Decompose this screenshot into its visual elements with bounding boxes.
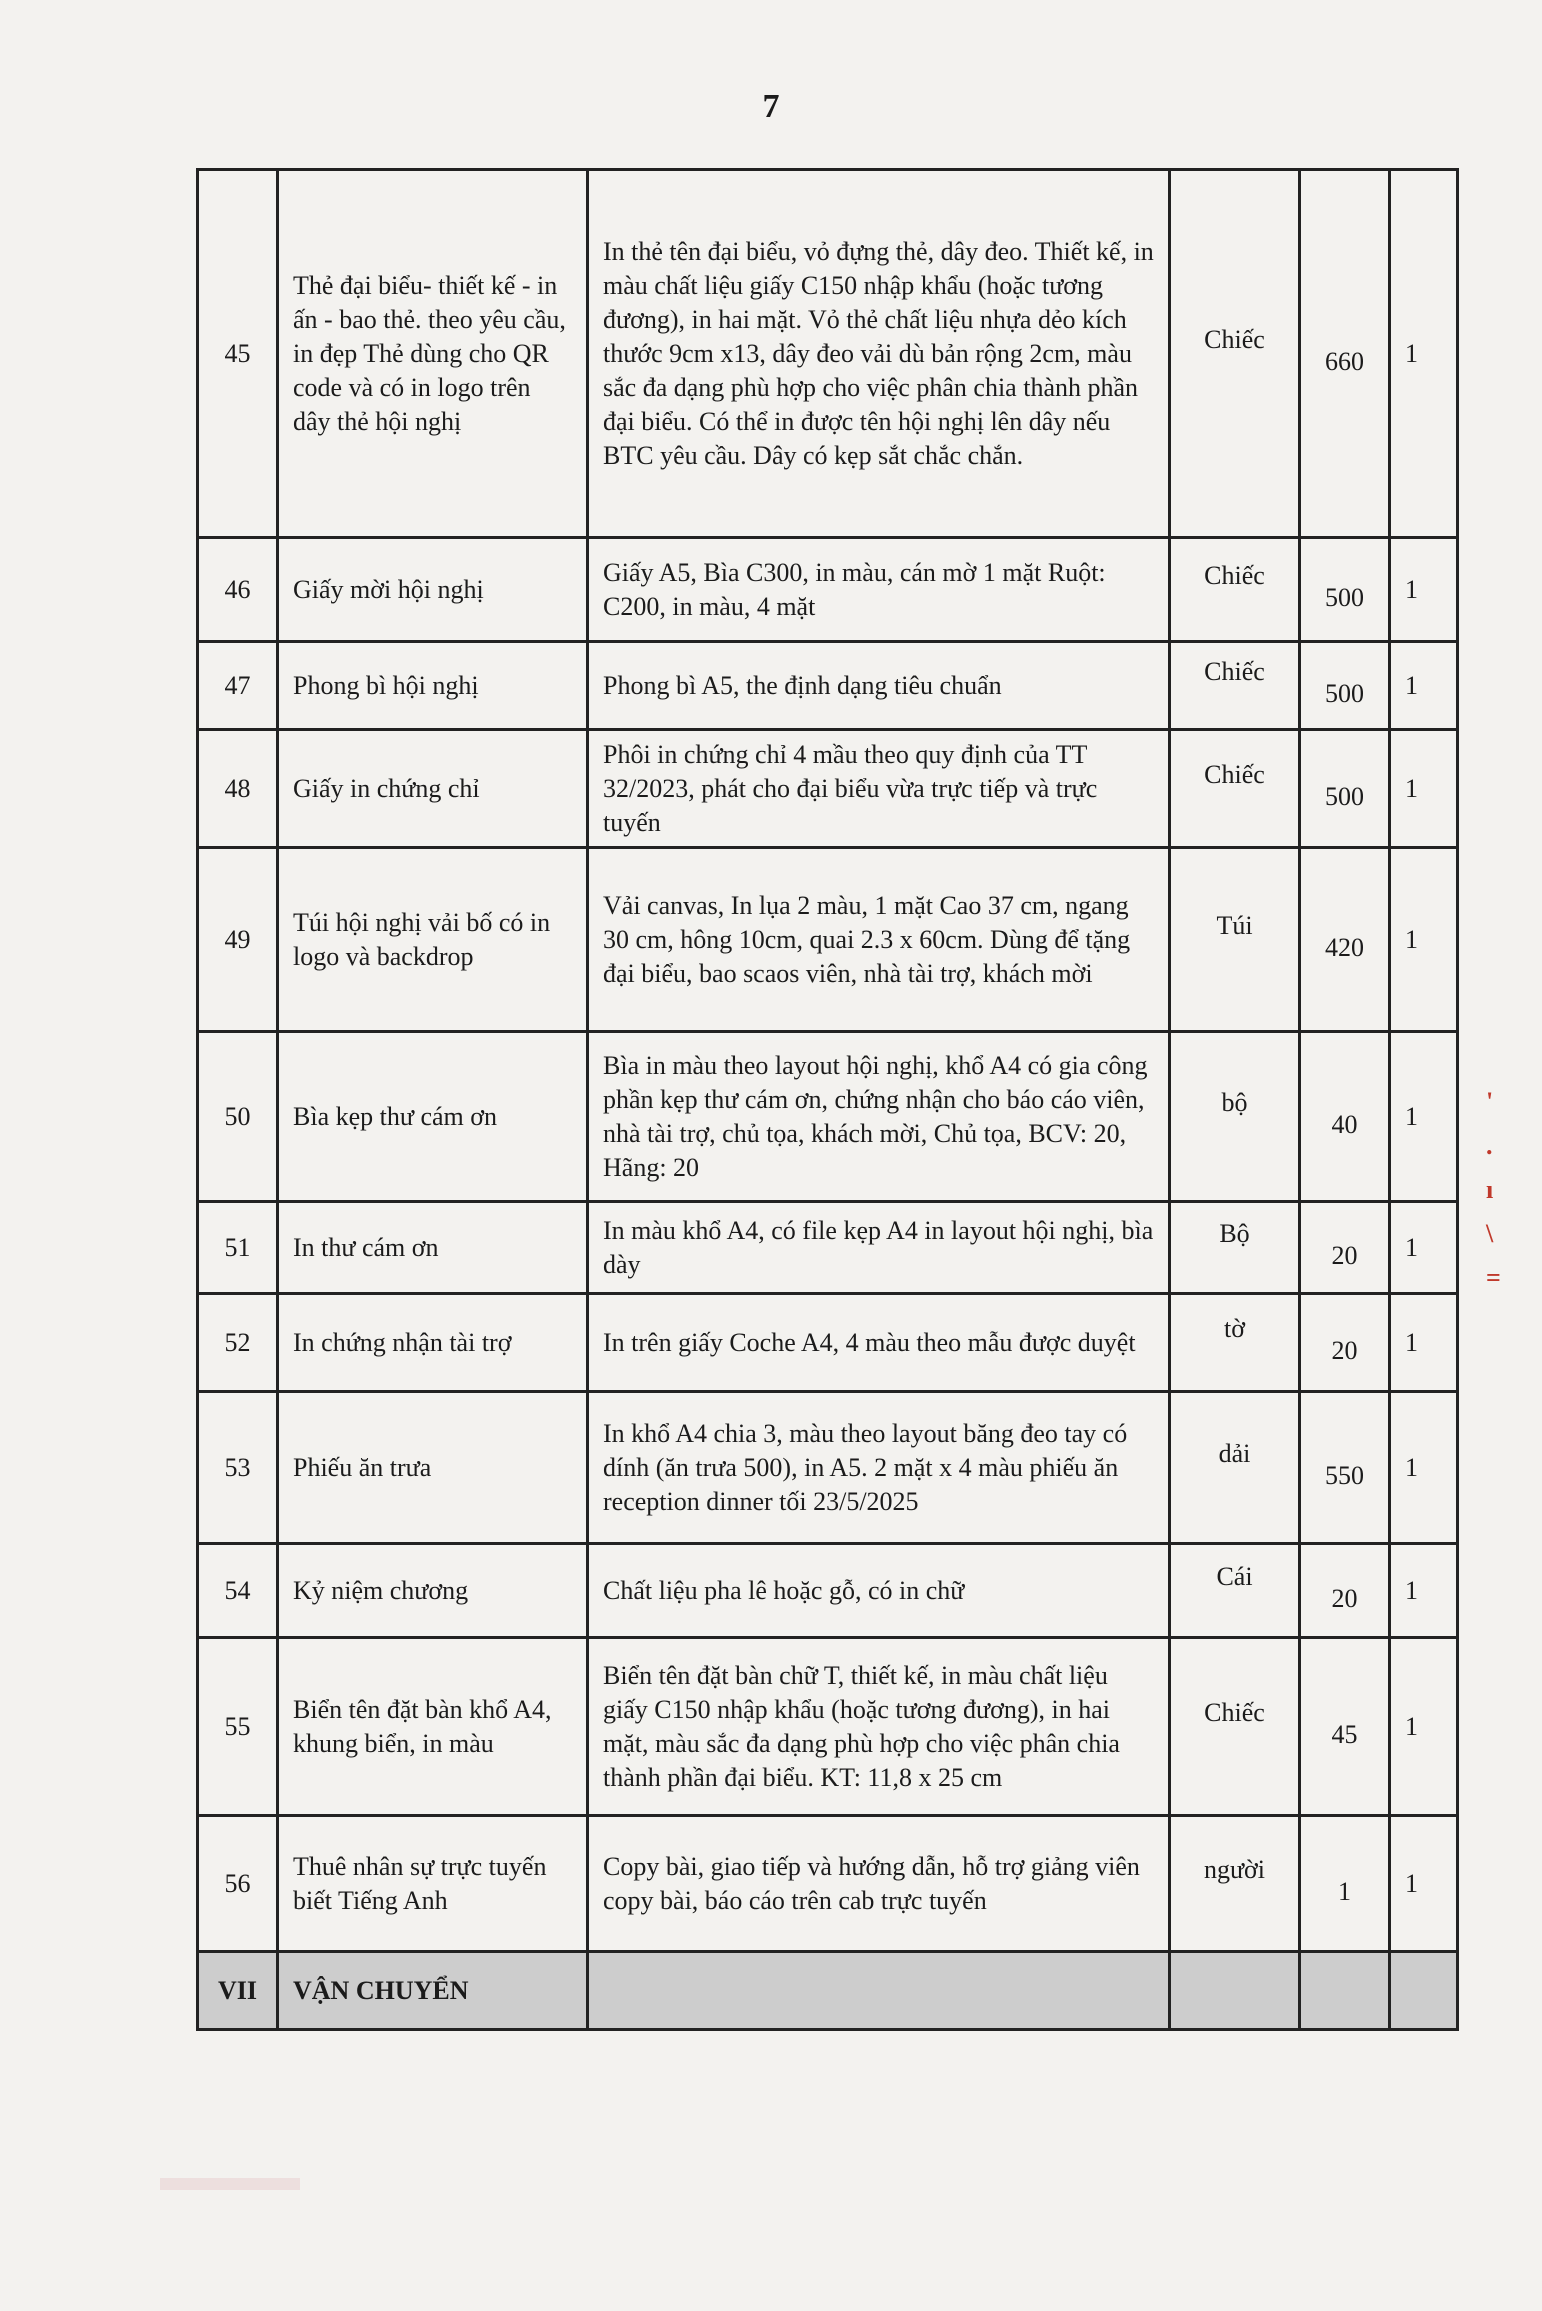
item-spec: Giấy A5, Bìa C300, in màu, cán mờ 1 mặt Ruột: C200, in màu, 4 mặt: [588, 538, 1170, 642]
stamp-mark: ': [1486, 1087, 1494, 1116]
item-spec: In thẻ tên đại biểu, vỏ đựng thẻ, dây đeo. Thiết kế, in màu chất liệu giấy C150 nhập khẩu (hoặc tương đương), in hai mặt. Vỏ thẻ chất liệu nhựa dẻo kích thước 9cm x13, dây đeo vải dù bản rộng 2cm, màu sắc đa dạng phù hợp cho việc phân chia thành phần đại biểu. Có thể in được tên hội nghị lên dây nếu BTC yêu cầu. Dây có kẹp sắt chắc chắn.: [588, 170, 1170, 538]
row-number: 45: [198, 170, 278, 538]
item-factor: 1: [1390, 848, 1458, 1032]
stamp-mark: ı: [1486, 1175, 1494, 1204]
item-spec: Bìa in màu theo layout hội nghị, khổ A4 có gia công phần kẹp thư cám ơn, chứng nhận cho báo cáo viên, nhà tài trợ, chủ tọa, khách mời, Chủ tọa, BCV: 20, Hãng: 20: [588, 1032, 1170, 1202]
item-name: Thuê nhân sự trực tuyến biết Tiếng Anh: [278, 1816, 588, 1952]
table-row: [198, 848, 1458, 1032]
item-unit: Chiếc: [1170, 642, 1300, 730]
item-unit: Chiếc: [1170, 730, 1300, 848]
row-number: 47: [198, 642, 278, 730]
section-empty-cell: [1300, 1952, 1390, 2030]
item-quantity: 500: [1300, 642, 1390, 730]
item-name: Biển tên đặt bàn khổ A4, khung biển, in màu: [278, 1638, 588, 1816]
item-unit: tờ: [1170, 1294, 1300, 1392]
item-factor: 1: [1390, 730, 1458, 848]
item-factor: 1: [1390, 1032, 1458, 1202]
section-row: [198, 1952, 1458, 2030]
stamp-mark: .: [1486, 1131, 1493, 1160]
item-quantity: 550: [1300, 1392, 1390, 1544]
row-number: 52: [198, 1294, 278, 1392]
item-name: Túi hội nghị vải bố có in logo và backdrop: [278, 848, 588, 1032]
row-number: 56: [198, 1816, 278, 1952]
row-number: 55: [198, 1638, 278, 1816]
item-spec: Phôi in chứng chỉ 4 mầu theo quy định của TT 32/2023, phát cho đại biểu vừa trực tiếp và trực tuyến: [588, 730, 1170, 848]
item-name: In thư cám ơn: [278, 1202, 588, 1294]
row-number: 48: [198, 730, 278, 848]
item-spec: Copy bài, giao tiếp và hướng dẫn, hỗ trợ giảng viên copy bài, báo cáo trên cab trực tuyến: [588, 1816, 1170, 1952]
item-quantity: 20: [1300, 1294, 1390, 1392]
table-row: [198, 1816, 1458, 1952]
table-row: [198, 1392, 1458, 1544]
row-number: 49: [198, 848, 278, 1032]
item-quantity: 660: [1300, 170, 1390, 538]
section-code: VII: [198, 1952, 278, 2030]
item-unit: Chiếc: [1170, 538, 1300, 642]
section-empty-cell: [588, 1952, 1170, 2030]
item-quantity: 420: [1300, 848, 1390, 1032]
item-factor: 1: [1390, 1294, 1458, 1392]
item-name: Phiếu ăn trưa: [278, 1392, 588, 1544]
row-number: 53: [198, 1392, 278, 1544]
item-factor: 1: [1390, 1638, 1458, 1816]
item-name: Thẻ đại biểu- thiết kế - in ấn - bao thẻ. theo yêu cầu, in đẹp Thẻ dùng cho QR code và có in logo trên dây thẻ hội nghị: [278, 170, 588, 538]
table-row: [198, 642, 1458, 730]
row-number: 51: [198, 1202, 278, 1294]
page-number: 7: [762, 88, 780, 125]
item-name: Phong bì hội nghị: [278, 642, 588, 730]
item-spec: In khổ A4 chia 3, màu theo layout băng đeo tay có dính (ăn trưa 500), in A5. 2 mặt x 4 màu phiếu ăn reception dinner tối 23/5/2025: [588, 1392, 1170, 1544]
item-factor: 1: [1390, 538, 1458, 642]
row-number: 50: [198, 1032, 278, 1202]
item-spec: In trên giấy Coche A4, 4 màu theo mẫu được duyệt: [588, 1294, 1170, 1392]
item-quantity: 500: [1300, 538, 1390, 642]
table-row: [198, 1202, 1458, 1294]
item-name: In chứng nhận tài trợ: [278, 1294, 588, 1392]
items-table: [196, 168, 1459, 2031]
table-row: [198, 1544, 1458, 1638]
item-name: Giấy mời hội nghị: [278, 538, 588, 642]
item-quantity: 40: [1300, 1032, 1390, 1202]
item-unit: bộ: [1170, 1032, 1300, 1202]
item-unit: dải: [1170, 1392, 1300, 1544]
item-factor: 1: [1390, 1392, 1458, 1544]
section-empty-cell: [1170, 1952, 1300, 2030]
item-unit: Cái: [1170, 1544, 1300, 1638]
table-row: [198, 538, 1458, 642]
item-spec: Vải canvas, In lụa 2 màu, 1 mặt Cao 37 cm, ngang 30 cm, hông 10cm, quai 2.3 x 60cm. Dùng để tặng đại biểu, bao scaos viên, nhà tài trợ, khách mời: [588, 848, 1170, 1032]
item-unit: Bộ: [1170, 1202, 1300, 1294]
item-spec: Biển tên đặt bàn chữ T, thiết kế, in màu chất liệu giấy C150 nhập khẩu (hoặc tương đương), in hai mặt, màu sắc đa dạng phù hợp cho việc phân chia thành phần đại biểu. KT: 11,8 x 25 cm: [588, 1638, 1170, 1816]
section-empty-cell: [1390, 1952, 1458, 2030]
item-factor: 1: [1390, 1816, 1458, 1952]
item-factor: 1: [1390, 170, 1458, 538]
section-title: VẬN CHUYỂN: [278, 1952, 588, 2030]
item-unit: người: [1170, 1816, 1300, 1952]
item-name: Kỷ niệm chương: [278, 1544, 588, 1638]
table-row: [198, 170, 1458, 538]
item-unit: Chiếc: [1170, 170, 1300, 538]
item-unit: Túi: [1170, 848, 1300, 1032]
item-factor: 1: [1390, 1544, 1458, 1638]
item-factor: 1: [1390, 642, 1458, 730]
item-spec: Phong bì A5, the định dạng tiêu chuẩn: [588, 642, 1170, 730]
item-quantity: 20: [1300, 1544, 1390, 1638]
stamp-edge-marks: [1486, 1080, 1526, 1380]
item-spec: Chất liệu pha lê hoặc gỗ, có in chữ: [588, 1544, 1170, 1638]
row-number: 54: [198, 1544, 278, 1638]
item-quantity: 1: [1300, 1816, 1390, 1952]
row-number: 46: [198, 538, 278, 642]
item-factor: 1: [1390, 1202, 1458, 1294]
item-quantity: 45: [1300, 1638, 1390, 1816]
item-spec: In màu khổ A4, có file kẹp A4 in layout hội nghị, bìa dày: [588, 1202, 1170, 1294]
table-row: [198, 1294, 1458, 1392]
table-row: [198, 1032, 1458, 1202]
table-row: [198, 730, 1458, 848]
stamp-mark: =: [1486, 1263, 1501, 1292]
item-name: Giấy in chứng chỉ: [278, 730, 588, 848]
item-quantity: 500: [1300, 730, 1390, 848]
item-name: Bìa kẹp thư cám ơn: [278, 1032, 588, 1202]
item-unit: Chiếc: [1170, 1638, 1300, 1816]
scan-smudge: [160, 2178, 300, 2190]
table-row: [198, 1638, 1458, 1816]
stamp-mark: \: [1486, 1219, 1494, 1248]
item-quantity: 20: [1300, 1202, 1390, 1294]
